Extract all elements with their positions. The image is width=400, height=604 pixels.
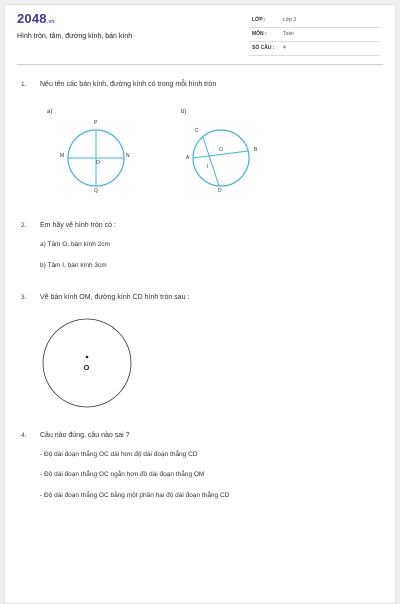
fig-b-point-i: I [207, 164, 209, 170]
meta-count-value: 4 [283, 45, 286, 51]
fig-a-point-n: N [126, 153, 130, 159]
meta-subject-label: MÔN : [252, 31, 267, 37]
q3-figure [40, 316, 140, 416]
q3-center-label: O [83, 363, 90, 372]
meta-subject-value: Toán [283, 31, 294, 37]
fig-a-point-o: O [96, 160, 100, 166]
meta-class-value: Lớp 3 [283, 17, 297, 23]
fig-a-point-q: Q [94, 188, 98, 194]
q3-number: 3. [21, 294, 27, 301]
fig-b-point-a: A [186, 155, 190, 161]
q1-text: Nêu tên các bán kính, đường kính có trong mỗi hình tròn [40, 81, 217, 88]
meta-class-label: LỚP : [252, 17, 266, 23]
q4-item-2: - Độ dài đoạn thẳng OC ngắn hơn độ dài đoạn thẳng OM [40, 471, 205, 478]
q4-item-3: - Độ dài đoạn thẳng OC bằng một phần hai độ dài đoạn thẳng CD [40, 492, 230, 499]
fig-a-point-m: M [60, 153, 65, 159]
q3-center-dot [86, 356, 89, 359]
q2-number: 2. [21, 222, 27, 229]
fig-b-point-c: C [195, 128, 199, 134]
fig-b-point-o: O [219, 147, 223, 153]
fig-a-label: a) [47, 109, 53, 115]
meta-class [249, 15, 379, 28]
q2-item-b: b) Tâm I, bán kính 3cm [40, 262, 107, 269]
worksheet-title: Hình tròn, tâm, đường kính, bán kính [17, 33, 133, 40]
site-logo[interactable]: 2048.vn [17, 11, 55, 26]
fig-b-diameter-cd [203, 137, 219, 186]
fig-b-circle [193, 130, 249, 186]
fig-b-point-b: B [254, 147, 258, 153]
meta-count-label: SỐ CÂU : [252, 45, 275, 51]
q2-item-a: a) Tâm O, bán kính 2cm [40, 241, 110, 248]
fig-b-label: b) [181, 109, 187, 115]
q4-item-1: - Độ dài đoạn thẳng OC dài hơn độ dài đoạn thẳng CD [40, 451, 198, 458]
worksheet-page [4, 4, 396, 604]
meta-count [249, 43, 379, 56]
header-divider [17, 64, 383, 65]
meta-subject [249, 29, 379, 42]
fig-b-point-d: D [218, 188, 222, 194]
fig-a-point-p: P [94, 120, 98, 126]
q1-figures [0, 100, 400, 200]
q2-text: Em hãy vẽ hình tròn có : [40, 222, 116, 229]
q4-text: Câu nào đúng, câu nào sai ? [40, 432, 130, 439]
q3-text: Vẽ bán kính OM, đường kính CD hình tròn sau : [40, 294, 190, 301]
q1-number: 1. [21, 81, 27, 88]
q4-number: 4. [21, 432, 27, 439]
